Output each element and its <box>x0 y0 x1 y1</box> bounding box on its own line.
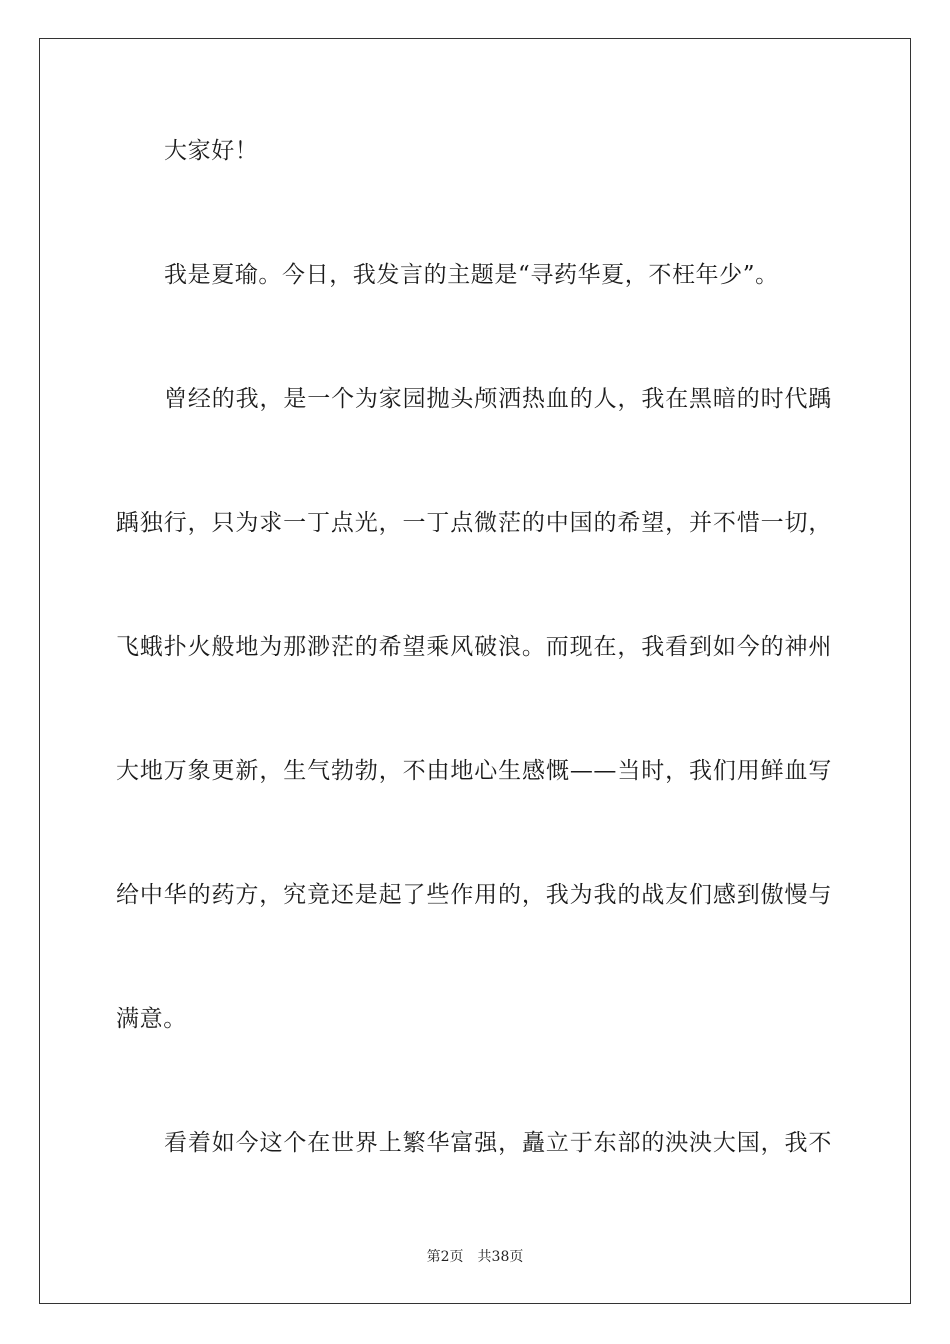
paragraph-line: 大地万象更新，生气勃勃，不由地心生感慨——当时，我们用鲜血写 <box>116 758 832 784</box>
paragraph-line: 满意。 <box>116 1006 187 1032</box>
paragraph-line: 曾经的我，是一个为家园抛头颅洒热血的人，我在黑暗的时代踽 <box>164 386 832 412</box>
page-number: 第2页 <box>426 1249 464 1265</box>
page-frame <box>39 38 911 1304</box>
greeting-line: 大家好！ <box>164 138 259 164</box>
intro-line: 我是夏瑜。今日，我发言的主题是“寻药华夏，不枉年少”。 <box>164 262 779 288</box>
page-total: 共38页 <box>477 1249 524 1265</box>
page-footer <box>0 1248 950 1266</box>
paragraph-line: 飞蛾扑火般地为那渺茫的希望乘风破浪。而现在，我看到如今的神州 <box>116 634 832 660</box>
paragraph-line: 踽独行，只为求一丁点光，一丁点微茫的中国的希望，并不惜一切， <box>116 510 832 536</box>
paragraph-line: 给中华的药方，究竟还是起了些作用的，我为我的战友们感到傲慢与 <box>116 882 832 908</box>
paragraph-line: 看着如今这个在世界上繁华富强，矗立于东部的泱泱大国，我不 <box>164 1130 832 1156</box>
